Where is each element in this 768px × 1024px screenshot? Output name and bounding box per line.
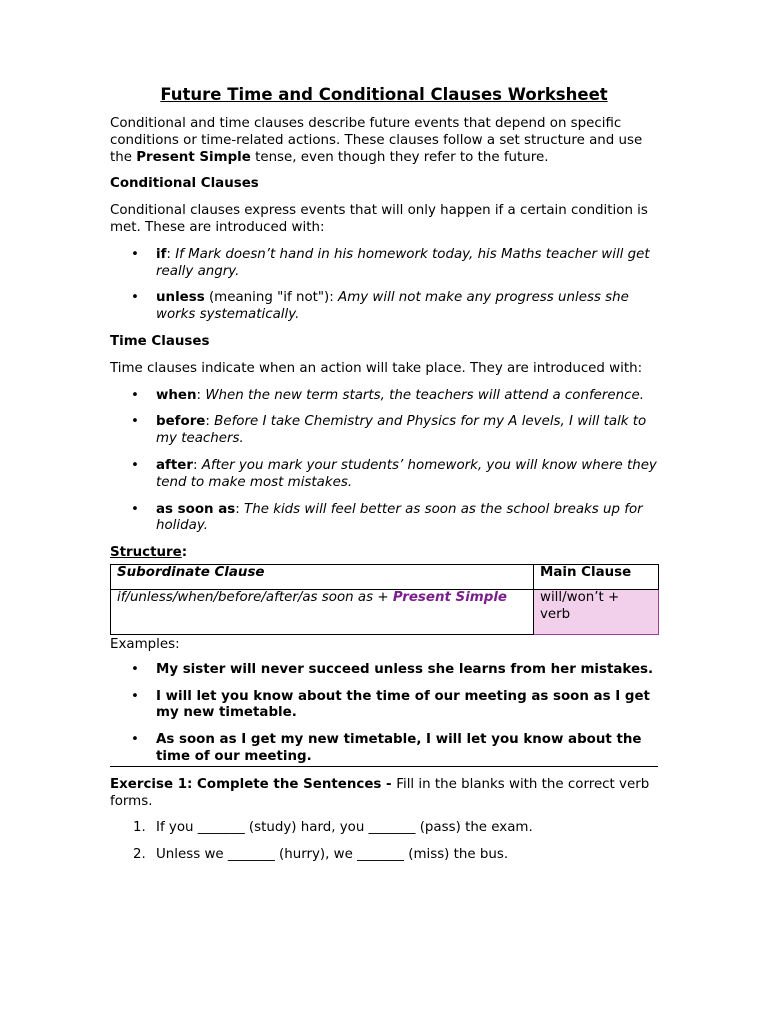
example-sentence: After you mark your students’ homework, you will know where they tend to make most mistakes.: [156, 457, 657, 490]
structure-table: [110, 564, 659, 635]
list-item: [110, 414, 658, 448]
exercise-1-instruction: Fill in the blanks with the correct verb forms.: [110, 776, 650, 809]
example-sentence: My sister will never succeed unless she learns from her mistakes.: [156, 661, 654, 677]
example-sentence: If Mark doesn’t hand in his homework today, his Maths teacher will get really angry.: [156, 246, 650, 279]
bullet-icon: •: [131, 661, 139, 677]
subordinate-clause-text: if/unless/when/before/after/as soon as +: [117, 589, 393, 605]
list-item: [110, 458, 658, 492]
exercise-1-list: [110, 820, 658, 864]
item-number: 1.: [133, 820, 146, 836]
conditional-heading: Conditional Clauses: [110, 176, 259, 192]
bullet-icon: •: [131, 414, 139, 430]
worksheet-page: [110, 84, 658, 874]
table-header-row: [111, 564, 659, 589]
time-description: Time clauses indicate when an action will take place. They are introduced with:: [110, 360, 643, 376]
examples-label: Examples:: [110, 636, 180, 652]
example-sentence: Before I take Chemistry and Physics for my A levels, I will talk to my teachers.: [156, 414, 647, 447]
structure-heading-text: Structure: [110, 545, 182, 561]
structure-heading: [110, 545, 658, 562]
clause-term: as soon as: [156, 501, 236, 517]
present-simple-highlight: Present Simple: [392, 589, 507, 605]
list-item: [110, 820, 658, 837]
table-row: [111, 589, 659, 634]
list-item: [110, 847, 658, 864]
example-sentence: As soon as I get my new timetable, I will let you know about the time of our meeting.: [156, 732, 642, 764]
structure-heading-colon: :: [181, 545, 188, 561]
intro-text-end: tense, even though they refer to the future.: [250, 149, 549, 165]
clause-term: after: [156, 457, 193, 473]
item-number: 2.: [133, 847, 146, 863]
term-separator: :: [192, 457, 202, 473]
exercise-sentence: Unless we _______ (hurry), we _______ (miss) the bus.: [156, 847, 509, 863]
intro-paragraph: [110, 116, 658, 166]
bullet-icon: •: [131, 387, 139, 403]
clause-term: before: [156, 414, 206, 430]
term-separator: :: [205, 414, 215, 430]
page-title: Future Time and Conditional Clauses Worksheet: [160, 85, 608, 104]
clause-term: if: [156, 246, 167, 262]
main-clause-header: Main Clause: [534, 564, 659, 589]
bullet-icon: •: [131, 457, 139, 473]
intro-bold-term: Present Simple: [136, 149, 251, 165]
term-separator: :: [196, 387, 206, 403]
list-item: [110, 247, 658, 281]
list-item: [110, 502, 658, 536]
example-sentence: Amy will not make any progress unless she works systematically.: [156, 290, 629, 323]
list-item: [110, 732, 658, 766]
subordinate-clause-cell: [111, 589, 534, 634]
list-item: [110, 290, 658, 324]
section-divider: [110, 766, 658, 767]
list-item: [110, 689, 658, 723]
clause-term: unless: [156, 290, 205, 306]
term-separator: :: [166, 246, 176, 262]
list-item: [110, 388, 658, 405]
bullet-icon: •: [131, 732, 139, 748]
bullet-icon: •: [131, 501, 139, 517]
list-item: [110, 662, 658, 679]
examples-list: [110, 662, 658, 766]
subordinate-clause-header: Subordinate Clause: [111, 564, 534, 589]
example-sentence: I will let you know about the time of our meeting as soon as I get my new timetable.: [156, 688, 650, 721]
bullet-icon: •: [131, 290, 139, 306]
conditional-list: [110, 247, 658, 324]
time-list: [110, 388, 658, 536]
intro-text: Conditional and time clauses describe future events that depend on specific conditions or time-related actions. These clauses follow a set structure and use the: [110, 116, 643, 165]
main-clause-cell: will/won’t + verb: [534, 589, 659, 634]
time-heading: Time Clauses: [110, 333, 210, 349]
bullet-icon: •: [131, 246, 139, 262]
bullet-icon: •: [131, 688, 139, 704]
exercise-1-heading: Exercise 1: Complete the Sentences -: [110, 776, 397, 792]
term-separator: :: [235, 501, 245, 517]
example-sentence: The kids will feel better as soon as the school breaks up for holiday.: [156, 501, 643, 534]
term-separator: (meaning "if not"):: [204, 290, 339, 306]
exercise-sentence: If you _______ (study) hard, you _______ (pass) the exam.: [156, 820, 533, 836]
exercise-1-intro: [110, 777, 658, 811]
conditional-description: Conditional clauses express events that will only happen if a certain condition is met. These are introduced with:: [110, 203, 648, 235]
clause-term: when: [156, 387, 197, 403]
example-sentence: When the new term starts, the teachers will attend a conference.: [205, 387, 645, 403]
